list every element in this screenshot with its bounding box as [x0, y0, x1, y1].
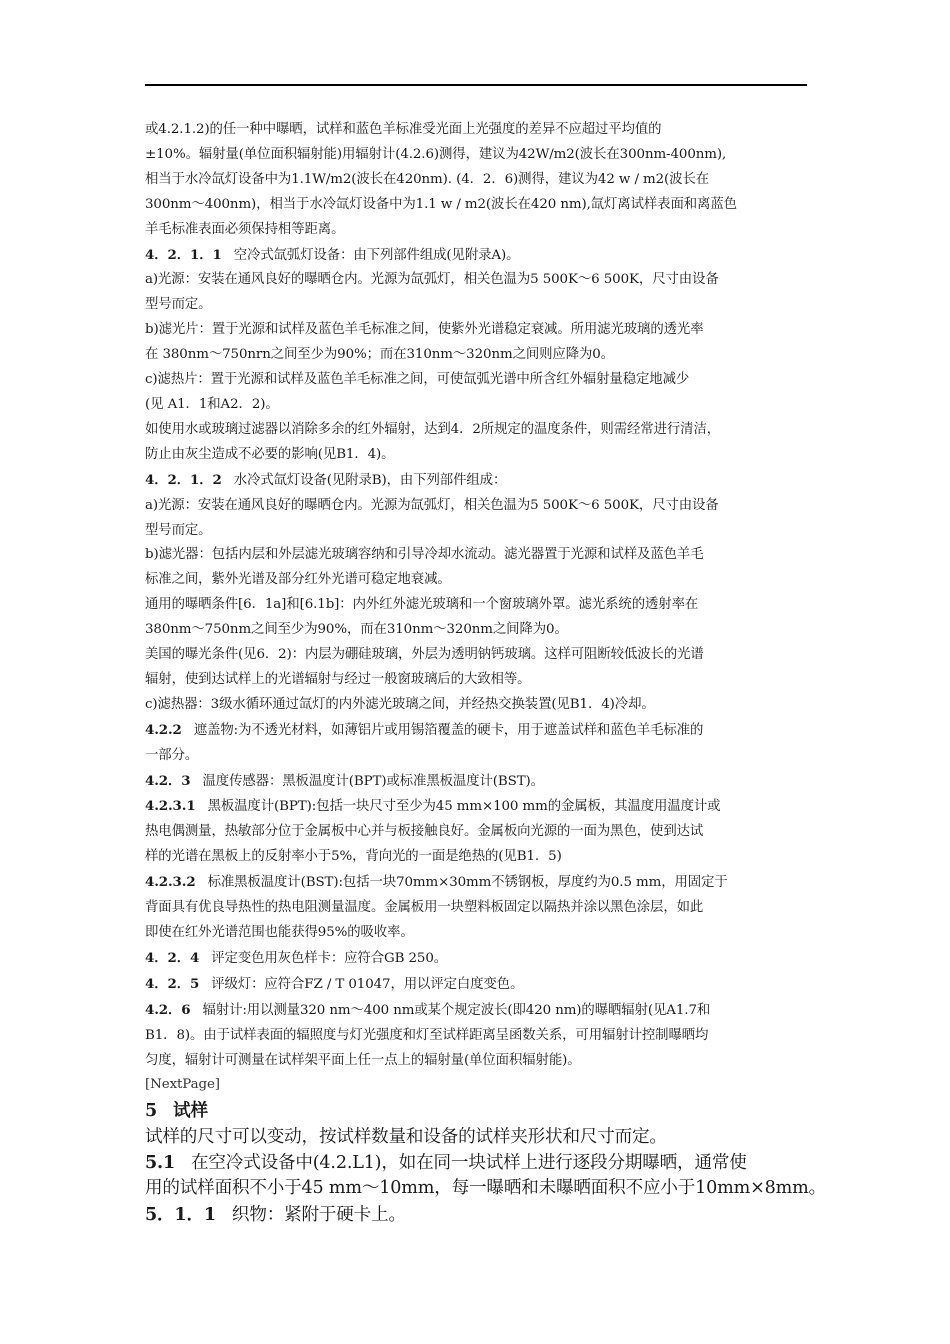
text-line: 羊毛标准表面必须保持相等距离。 [145, 221, 345, 237]
clause-text: 黑板温度计(BPT):包括一块尺寸至少为45 mm×100 mm的金属板，其温度用温度计或 [207, 799, 721, 815]
clause-number: 5．1．1 [145, 1203, 216, 1225]
clause-text: 温度传感器：黑板温度计(BPT)或标准黑板温度计(BST)。 [202, 773, 544, 789]
clause-number: 4.2.3.1 [145, 798, 196, 815]
text-line: a)光源：安装在通风良好的曝晒仓内。光源为氙弧灯，相关色温为5 500K～6 500K，尺寸由设备 [145, 272, 719, 288]
text-line: 背面具有优良导热性的热电阻测量温度。金属板用一块塑料板固定以隔热并涂以黑色涂层，如此 [145, 900, 704, 916]
clause-line [145, 794, 813, 820]
text-line: (见 A1．1和A2．2)。 [145, 396, 279, 412]
clause-number: 4．2．1．1 [145, 246, 222, 263]
body-text [145, 118, 813, 1098]
clause-line [145, 1202, 813, 1228]
clause-line [145, 946, 813, 972]
clause-number: 4.2．3 [145, 772, 191, 789]
text-line: 如使用水或玻璃过滤器以消除多余的红外辐射，达到4．2所规定的温度条件，则需经常进行清洁， [145, 421, 721, 437]
clause-text: 水冷式氙灯设备(见附录B)，由下列部件组成： [233, 472, 507, 488]
clause-line [145, 1150, 813, 1176]
text-line: 一部分。 [145, 747, 199, 763]
text-line: 型号而定。 [145, 522, 212, 538]
header-rule [145, 84, 807, 86]
section-heading [145, 1098, 813, 1124]
text-line: ±10%。辐射量(单位面积辐射能)用辐射计(4.2.6)测得，建议为42W/m2(波长在300nm-400nm), [145, 146, 727, 162]
clause-number: 4.2.3.2 [145, 874, 196, 891]
section-text [145, 1125, 826, 1228]
clause-text: 织物：紧附于硬卡上。 [231, 1204, 406, 1225]
clause-line [145, 972, 813, 998]
clause-number: 4.2.2 [145, 721, 182, 738]
clause-line [145, 243, 813, 269]
section-heading-text: 试样 [173, 1100, 208, 1122]
clause-text: 标准黑板温度计(BST):包括一块70mm×30mm不锈钢板，厚度约为0.5 mm，用固定于 [207, 875, 728, 891]
clause-number: 4．2．4 [145, 949, 200, 966]
text-line: 美国的曝光条件(见6．2)：内层为硼硅玻璃，外层为透明钠钙玻璃。这样可阻断较低波长的光谱 [145, 647, 704, 663]
clause-line [145, 870, 813, 896]
text-line: 匀度，辐射计可测量在试样架平面上任一点上的辐射量(单位面积辐射能)。 [145, 1052, 581, 1068]
text-line: 标准之间，紫外光谱及部分红外光谱可稳定地衰减。 [145, 572, 451, 588]
text-line: B1．8)。由于试样表面的辐照度与灯光强度和灯至试样距离呈函数关系，可用辐射计控制曝晒均 [145, 1027, 709, 1043]
clause-number: 5.1 [145, 1151, 176, 1173]
text-line: 在 380nm～750nrn之间至少为90%；而在310nm～320nm之间则应降为0。 [145, 347, 615, 363]
text-line: 300nm～400nm)，相当于水冷氙灯设备中为1.1 w / m2(波长在420 nm),氙灯离试样表面和离蓝色 [145, 196, 737, 212]
text-line: 相当于水冷氙灯设备中为1.1W/m2(波长在420nm). (4．2．6)测得，建议为42 w / m2(波长在 [145, 171, 710, 187]
text-line: 用的试样面积不小于45 mm～10mm，每一曝晒和未曝晒面积不应小于10mm×8mm。 [145, 1178, 826, 1199]
text-line: b)滤光器：包括内层和外层滤光玻璃容纳和引导冷却水流动。滤光器置于光源和试样及蓝色羊毛 [145, 547, 704, 563]
clause-text: 评级灯：应符合FZ / T 01047，用以评定白度变色。 [211, 976, 524, 992]
document-body [145, 118, 826, 1228]
text-line: 辐射，使到达试样上的光谱辐射与经过一般窗玻璃后的大致相等。 [145, 671, 531, 687]
clause-number: 4．2．1．2 [145, 471, 222, 488]
text-line: 试样的尺寸可以变动，按试样数量和设备的试样夹形状和尺寸而定。 [145, 1126, 667, 1147]
text-line: c)滤热器：3级水循环通过氙灯的内外滤光玻璃之间，并经热交换装置(见B1．4)冷却。 [145, 696, 655, 712]
text-line: 即使在红外光谱范围也能获得95%的吸收率。 [145, 925, 414, 940]
clause-text: 辐射计:用以测量320 nm～400 nm或某个规定波长(即420 nm)的曝晒辐射(见A1.7和 [202, 1002, 711, 1018]
clause-text: 在空冷式设备中(4.2.L1)，如在同一块试样上进行逐段分期曝晒，通常使 [191, 1152, 747, 1173]
clause-text: 评定变色用灰色样卡：应符合GB 250。 [211, 950, 448, 966]
clause-line [145, 718, 813, 744]
text-line: 样的光谱在黑板上的反射率小于5%，背向光的一面是绝热的(见B1．5) [145, 849, 562, 865]
clause-text: 空冷式氙弧灯设备：由下列部件组成(见附录A)。 [233, 247, 520, 263]
text-line: 380nm～750nm之间至少为90%，而在310nm～320nm之间降为0。 [145, 622, 568, 638]
text-line: 通用的曝晒条件[6．1a]和[6.1b]：内外红外滤光玻璃和一个窗玻璃外罩。滤光系统的透射率在 [145, 597, 699, 613]
clause-text: 遮盖物:为不透光材料，如薄铝片或用锡箔覆盖的硬卡，用于遮盖试样和蓝色羊毛标准的 [193, 722, 704, 738]
clause-number: 4．2．5 [145, 975, 200, 992]
clause-line [145, 769, 813, 795]
clause-number: 4.2．6 [145, 1001, 191, 1018]
text-line: c)滤热片：置于光源和试样及蓝色羊毛标准之间，可使氙弧光谱中所含红外辐射量稳定地减少 [145, 372, 690, 388]
text-line: 型号而定。 [145, 297, 212, 313]
section-heading-number: 5 [145, 1100, 158, 1122]
text-line: 热电偶测量，热敏部分位于金属板中心并与板接触良好。金属板向光源的一面为黑色，使到达试 [145, 824, 704, 840]
text-line: b)滤光片：置于光源和试样及蓝色羊毛标准之间，使紫外光谱稳定衰减。所用滤光玻璃的透光率 [145, 322, 704, 338]
text-line: a)光源：安装在通风良好的曝晒仓内。光源为氙弧灯，相关色温为5 500K～6 500K，尺寸由设备 [145, 497, 719, 513]
next-page-marker: [NextPage] [145, 1077, 220, 1093]
clause-line [145, 998, 813, 1024]
clause-line [145, 468, 813, 494]
text-line: 或4.2.1.2)的任一种中曝晒，试样和蓝色羊标准受光面上光强度的差异不应超过平均值的 [145, 122, 662, 137]
text-line: 防止由灰尘造成不必要的影响(见B1．4)。 [145, 446, 395, 462]
